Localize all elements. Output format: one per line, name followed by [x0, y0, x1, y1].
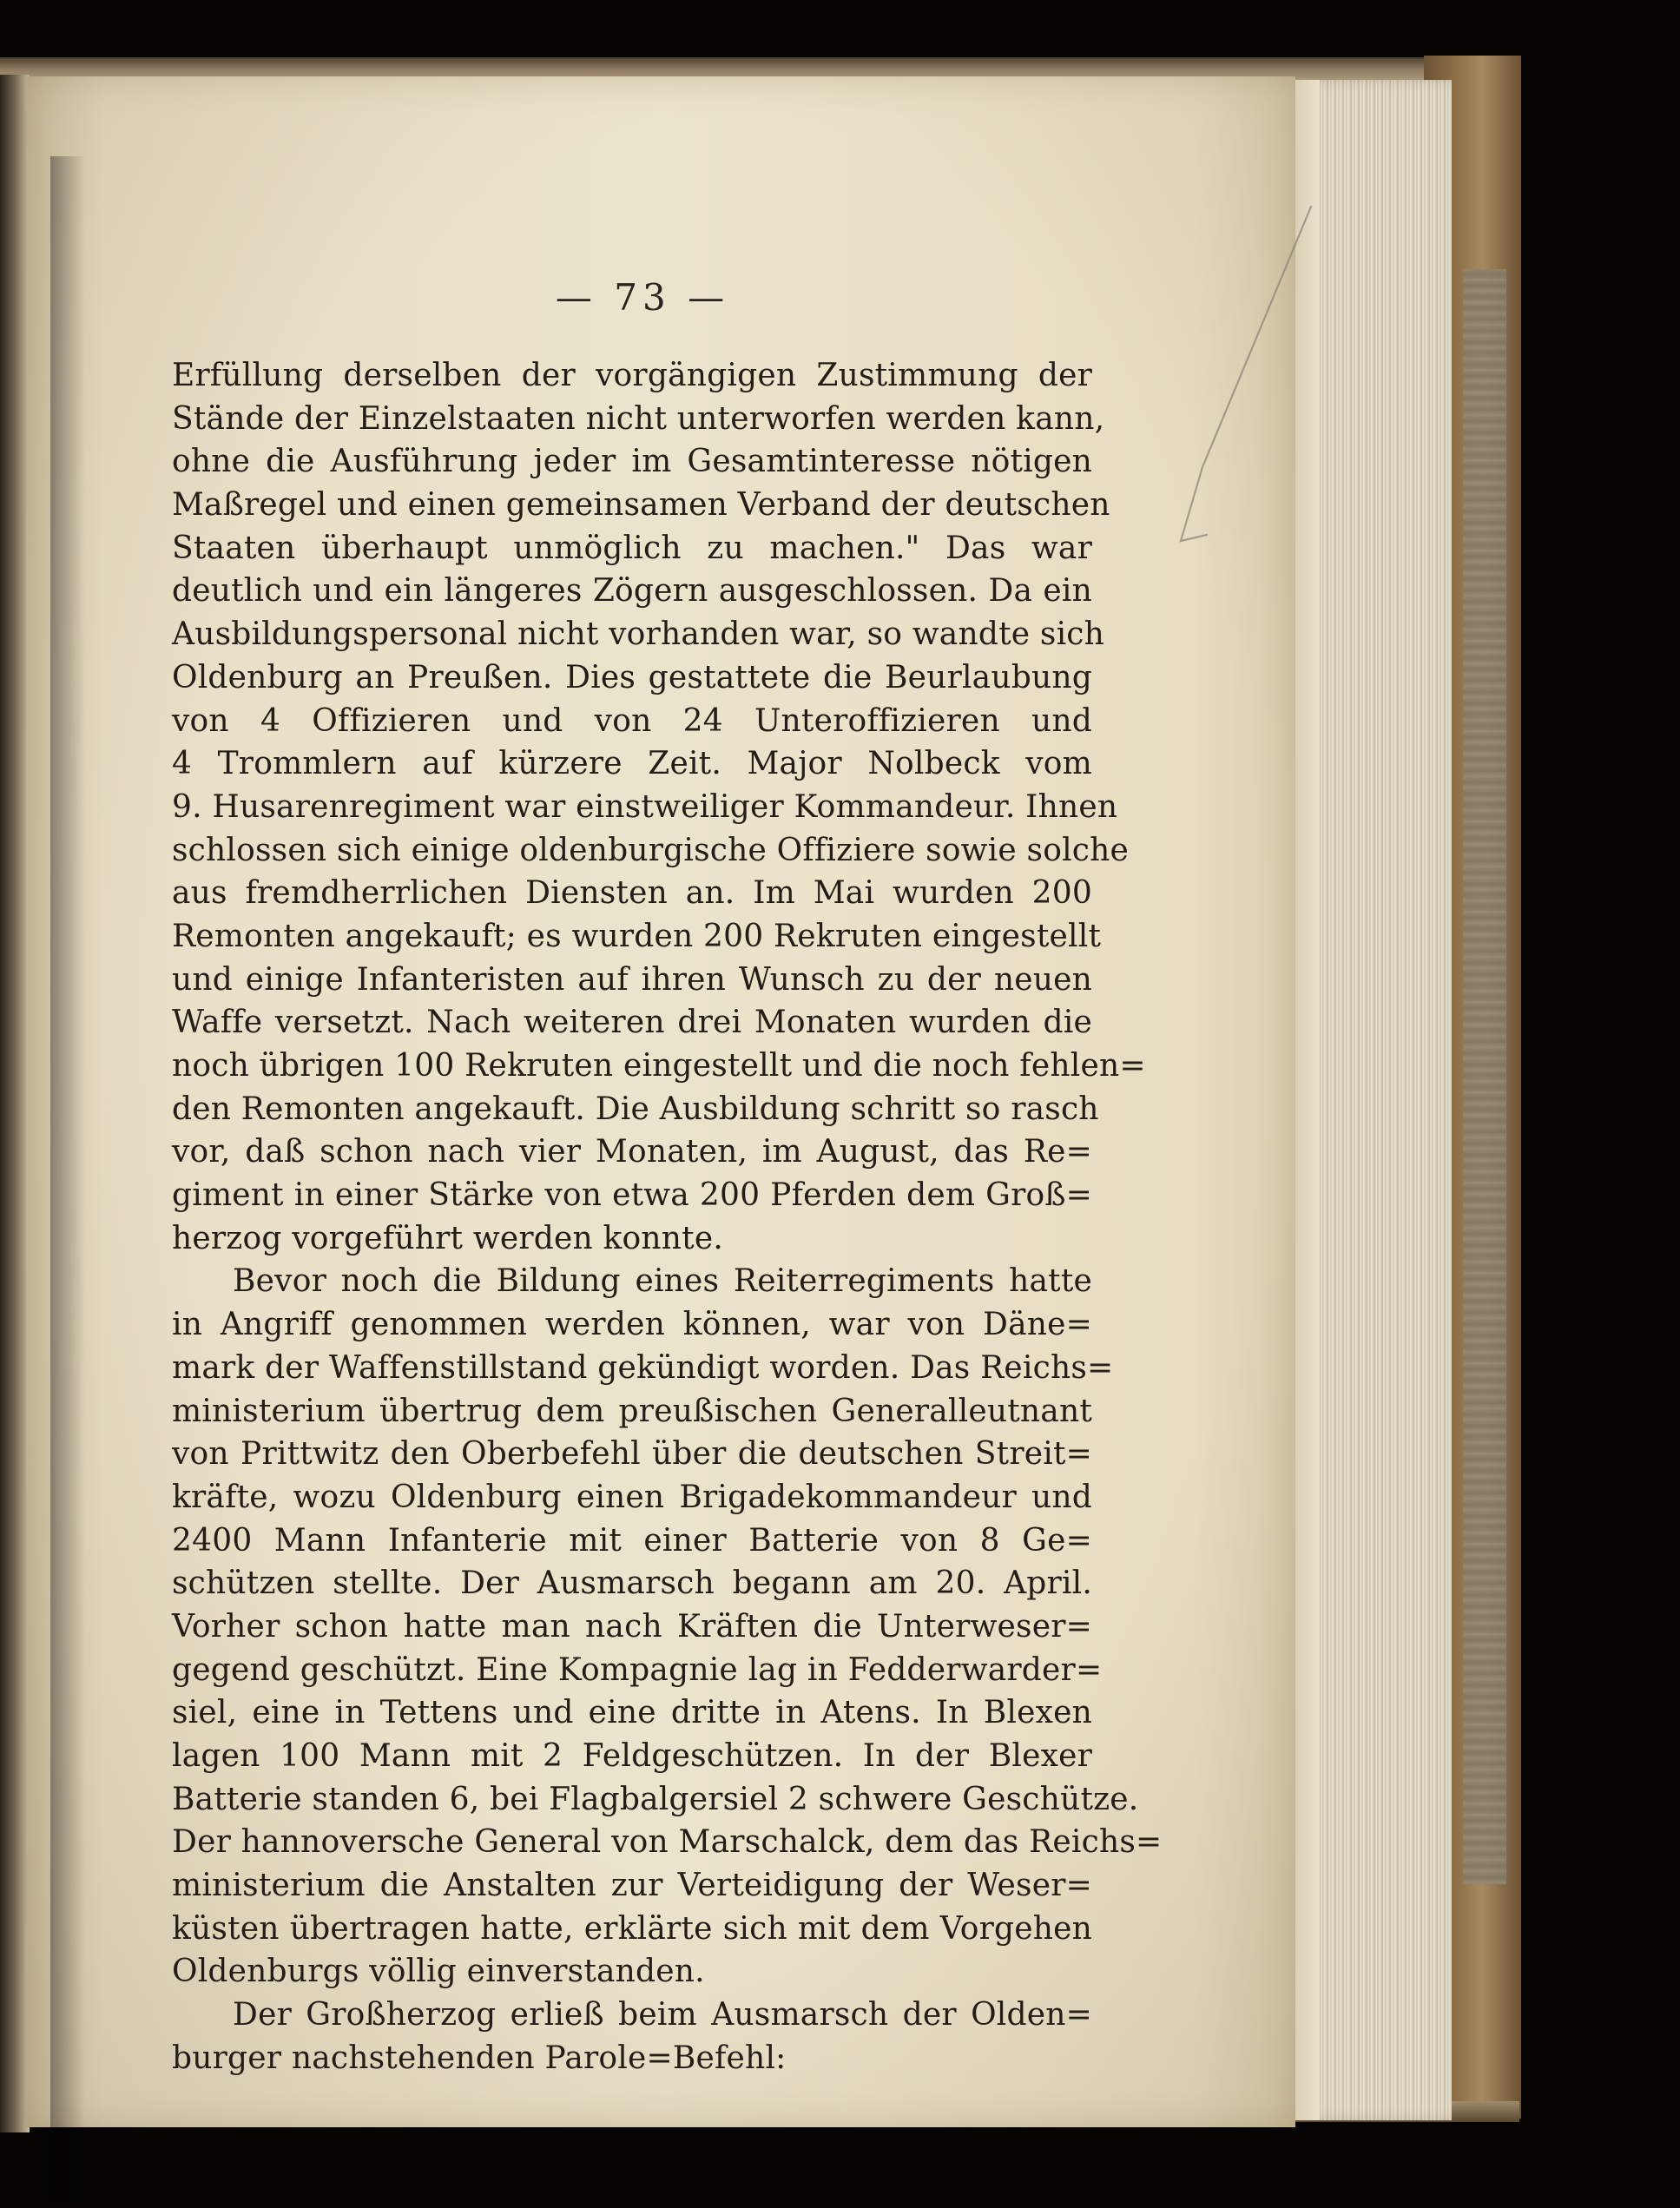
text-line: Batterie standen 6, bei Flagbalgersiel 2 schwere Geschütze.: [172, 1781, 1139, 1817]
text-line: Oldenburgs völlig einverstanden.: [172, 1954, 705, 1990]
body-text: [172, 354, 1163, 2080]
text-line: 9. Husarenregiment war einstweiliger Kommandeur. Ihnen: [172, 788, 1118, 825]
text-line: Bevor noch die Bildung eines Reiterregiments hatte: [233, 1263, 1092, 1300]
text-line: kräfte, wozu Oldenburg einen Brigadekommandeur und: [172, 1479, 1092, 1515]
text-line: in Angriff genommen werden können, war von Däne=: [172, 1307, 1092, 1343]
text-line: ohne die Ausführung jeder im Gesamtinteresse nötigen: [172, 444, 1092, 480]
text-line: lagen 100 Mann mit 2 Feldgeschützen. In der Blexer: [172, 1738, 1092, 1774]
text-line: Remonten angekauft; es wurden 200 Rekruten eingestellt: [172, 918, 1102, 954]
page-number: — 73 —: [555, 276, 730, 319]
text-line: schützen stellte. Der Ausmarsch begann am 20. April.: [172, 1565, 1092, 1602]
text-line: Maßregel und einen gemeinsamen Verband der deutschen: [172, 487, 1110, 524]
pencil-mark-icon: [1120, 198, 1346, 563]
text-line: gegend geschützt. Eine Kompagnie lag in Fedderwarder=: [172, 1651, 1103, 1688]
text-line: giment in einer Stärke von etwa 200 Pferden dem Groß=: [172, 1177, 1092, 1214]
text-line: von Prittwitz den Oberbefehl über die deutschen Streit=: [172, 1436, 1092, 1473]
text-line: ministerium übertrug dem preußischen Generalleutnant: [172, 1393, 1092, 1429]
text-line: siel, eine in Tettens und eine dritte in Atens. In Blexen: [172, 1695, 1092, 1731]
text-line: mark der Waffenstillstand gekündigt worden. Das Reichs=: [172, 1349, 1114, 1386]
text-line: schlossen sich einige oldenburgische Offiziere sowie solche: [172, 832, 1130, 868]
text-line: burger nachstehenden Parole=Befehl:: [172, 2040, 787, 2076]
text-line: den Remonten angekauft. Die Ausbildung schritt so rasch: [172, 1091, 1099, 1127]
text-line: 2400 Mann Infanterie mit einer Batterie von 8 Ge=: [172, 1522, 1092, 1559]
text-line: Der hannoversche General von Marschalck, dem das Reichs=: [172, 1824, 1163, 1861]
text-line: vor, daß schon nach vier Monaten, im August, das Re=: [172, 1134, 1092, 1170]
text-line: 4 Trommlern auf kürzere Zeit. Major Nolbeck vom: [172, 746, 1092, 782]
text-line: Staaten überhaupt unmöglich zu machen." Das war: [172, 530, 1092, 566]
binding-texture: [1463, 269, 1506, 1884]
text-line: von 4 Offizieren und von 24 Unteroffizieren und: [172, 702, 1092, 739]
text-line: aus fremdherrlichen Diensten an. Im Mai wurden 200: [172, 875, 1092, 912]
text-line: Ausbildungspersonal nicht vorhanden war, so wandte sich: [172, 616, 1105, 653]
text-line: Stände der Einzelstaaten nicht unterworfen werden kann,: [172, 400, 1105, 437]
text-line: Waffe versetzt. Nach weiteren drei Monaten wurden die: [172, 1005, 1092, 1041]
book-page: [26, 76, 1295, 2127]
spine-shadow: [50, 156, 85, 2201]
text-line: herzog vorgeführt werden konnte.: [172, 1220, 723, 1256]
text-line: und einige Infanteristen auf ihren Wunsch zu der neuen: [172, 961, 1092, 998]
text-line: ministerium die Anstalten zur Verteidigung der Weser=: [172, 1868, 1092, 1904]
facing-page-edge: [0, 75, 30, 2132]
text-line: deutlich und ein längeres Zögern ausgeschlossen. Da ein: [172, 573, 1092, 610]
text-line: Vorher schon hatte man nach Kräften die Unterweser=: [172, 1608, 1092, 1644]
text-line: Oldenburg an Preußen. Dies gestattete die Beurlaubung: [172, 659, 1092, 695]
text-line: Der Großherzog erließ beim Ausmarsch der Olden=: [233, 1997, 1092, 2033]
text-line: Erfüllung derselben der vorgängigen Zustimmung der: [172, 358, 1092, 393]
text-line: noch übrigen 100 Rekruten eingestellt und die noch fehlen=: [172, 1048, 1146, 1084]
text-line: küsten übertragen hatte, erklärte sich mit dem Vorgehen: [172, 1910, 1092, 1947]
